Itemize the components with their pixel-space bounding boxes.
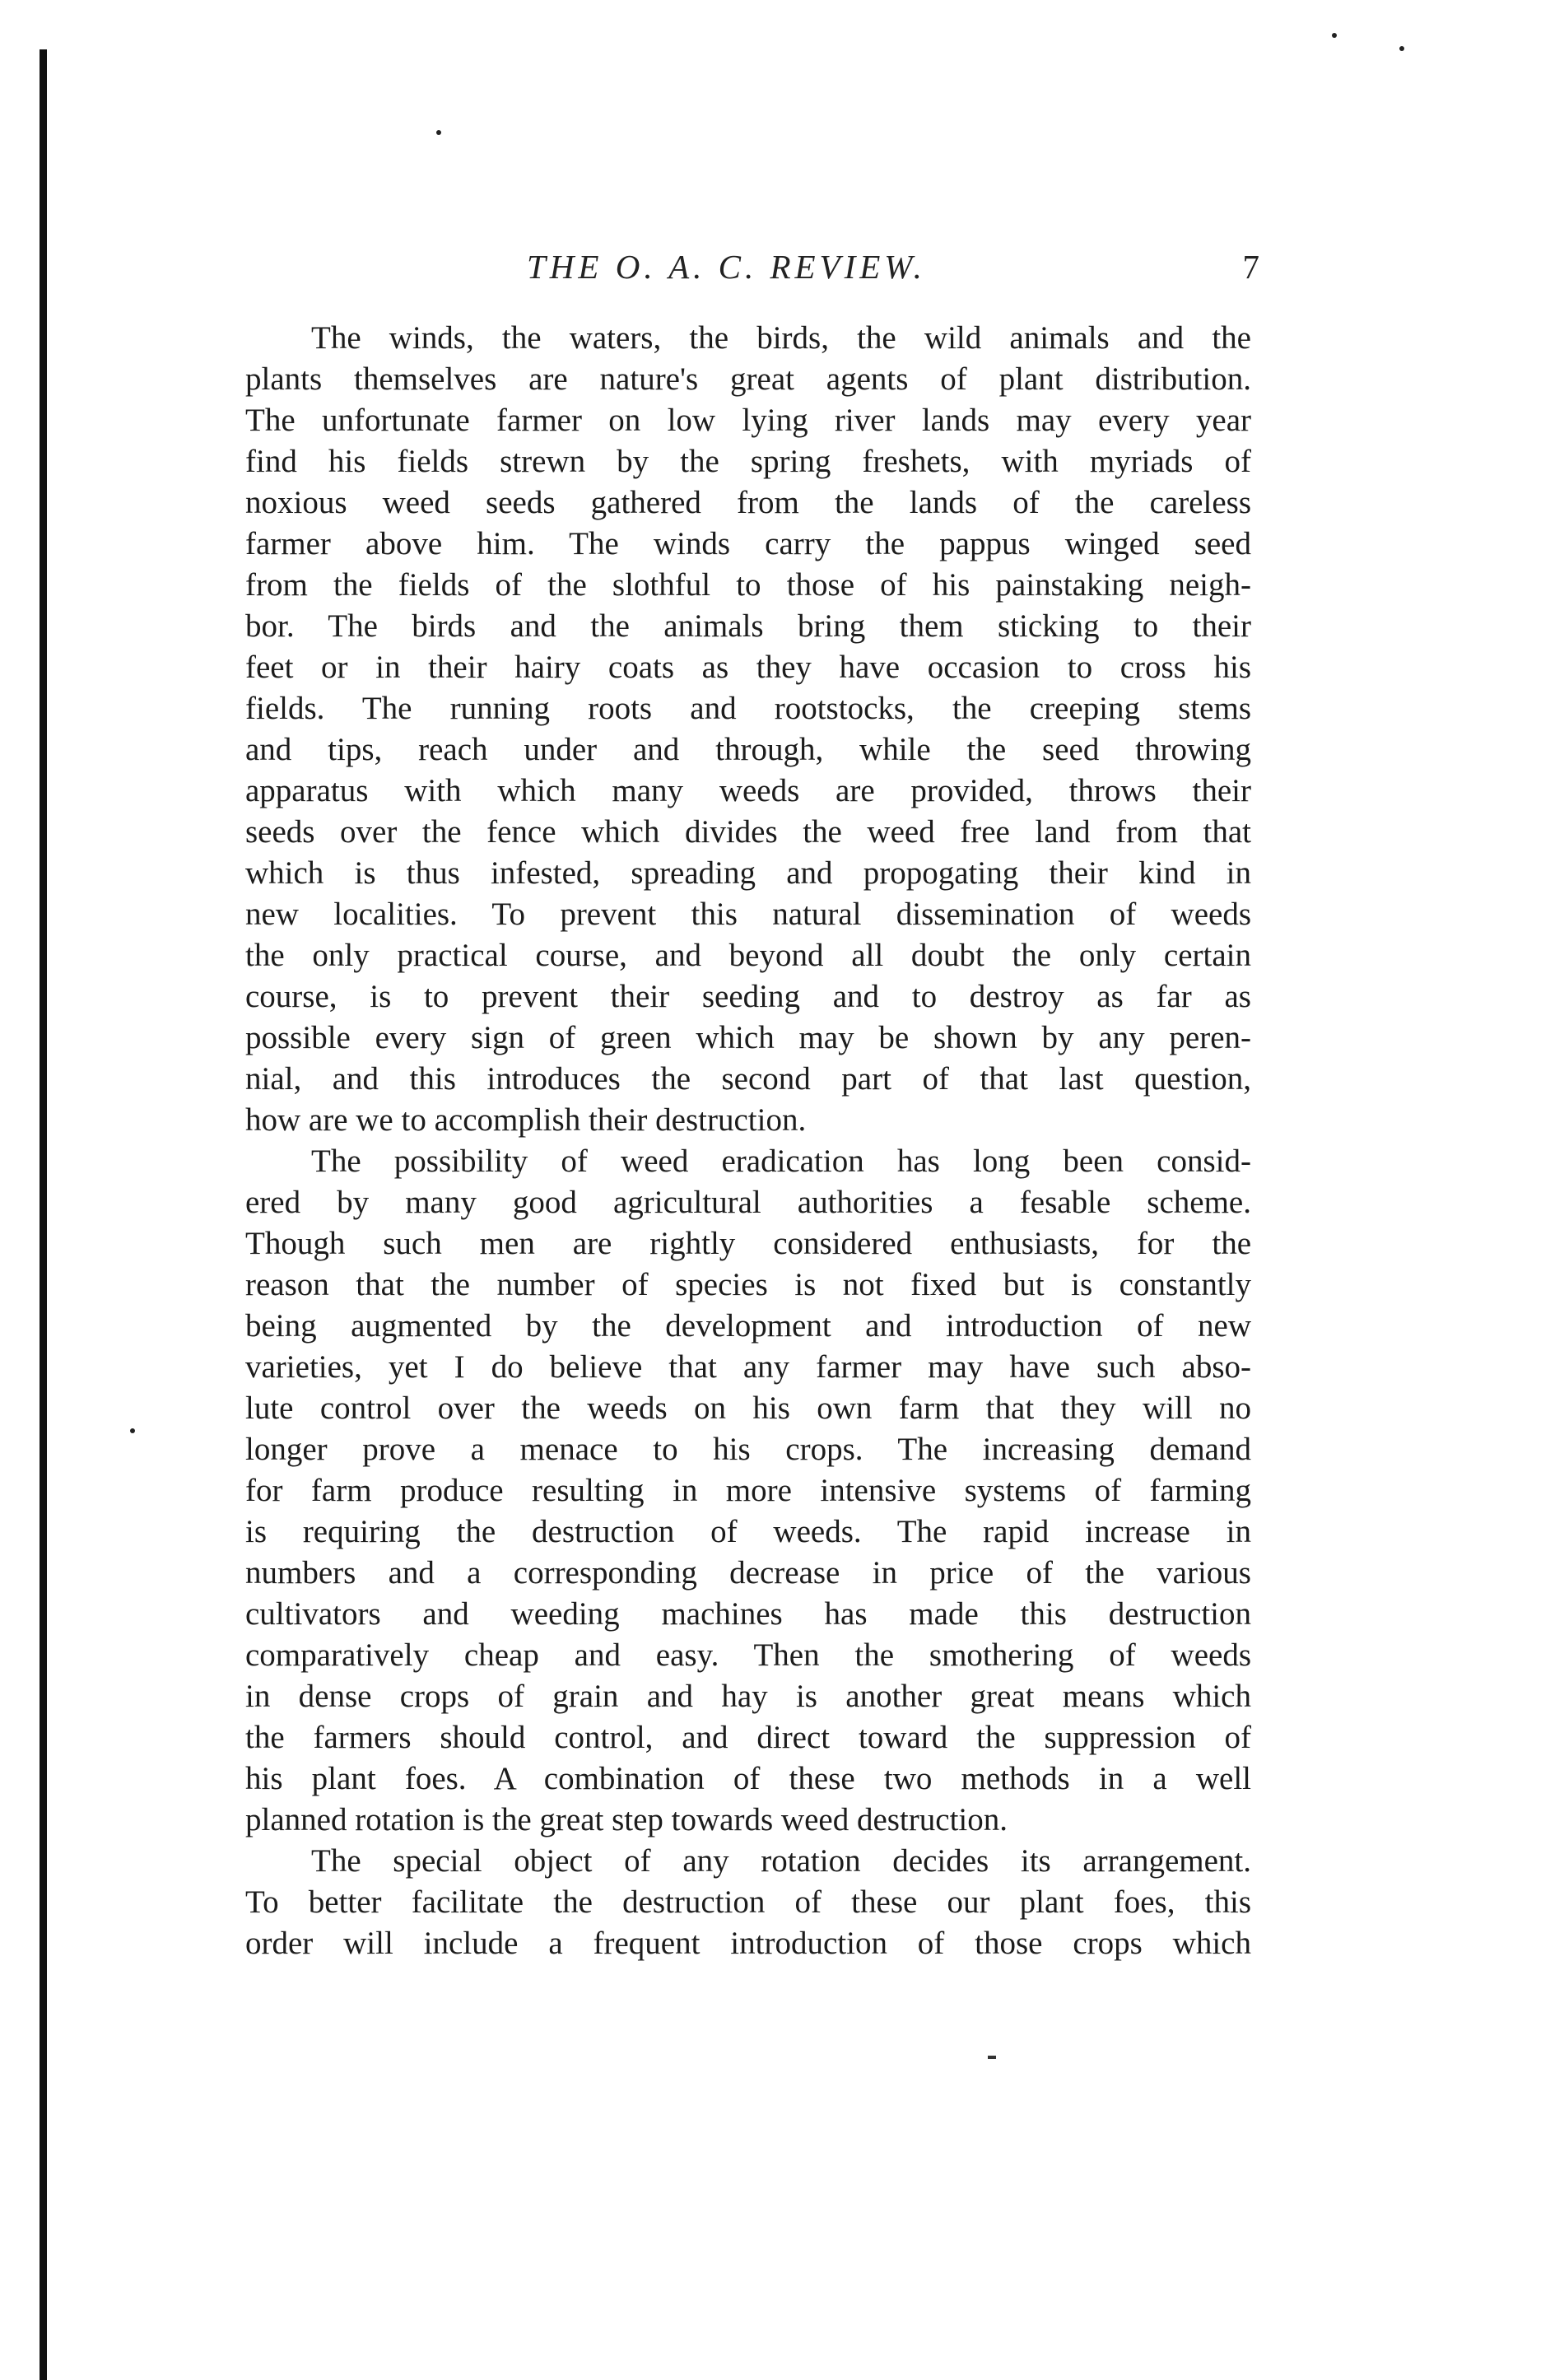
text-line: the farmers should control, and direct toward the suppression of xyxy=(245,1720,1251,1755)
text-line: course, is to prevent their seeding and to destroy as far as xyxy=(245,979,1251,1014)
scan-speck xyxy=(1399,46,1404,51)
text-line: from the fields of the slothful to those of his painstaking neigh- xyxy=(245,567,1251,603)
text-line: how are we to accomplish their destruction. xyxy=(245,1102,807,1138)
text-line: The unfortunate farmer on low lying river lands may every year xyxy=(245,403,1251,438)
scan-speck xyxy=(436,130,441,135)
paragraph-2 xyxy=(245,1141,1251,1841)
running-head xyxy=(247,247,1259,288)
text-line: lute control over the weeds on his own farm that they will no xyxy=(245,1390,1251,1426)
text-line: fields. The running roots and rootstocks, the creeping stems xyxy=(245,691,1251,726)
text-line: planned rotation is the great step towards weed destruction. xyxy=(245,1802,1008,1837)
article-body xyxy=(245,318,1251,1964)
text-line: nial, and this introduces the second part of that last question, xyxy=(245,1061,1251,1097)
text-line: The possibility of weed eradication has long been consid- xyxy=(311,1143,1251,1179)
text-line: possible every sign of green which may be shown by any peren- xyxy=(245,1020,1251,1055)
text-line: comparatively cheap and easy. Then the smothering of weeds xyxy=(245,1637,1251,1673)
text-line: numbers and a corresponding decrease in price of the various xyxy=(245,1555,1251,1591)
text-line: The special object of any rotation decides its arrangement. xyxy=(311,1843,1251,1879)
text-line: seeds over the fence which divides the weed free land from that xyxy=(245,814,1251,850)
text-line: farmer above him. The winds carry the pappus winged seed xyxy=(245,526,1251,561)
text-line: To better facilitate the destruction of these our plant foes, this xyxy=(245,1884,1251,1920)
text-line: noxious weed seeds gathered from the lands of the careless xyxy=(245,485,1251,520)
text-line: his plant foes. A combination of these two methods in a well xyxy=(245,1761,1251,1796)
text-line: ered by many good agricultural authorities a fesable scheme. xyxy=(245,1185,1251,1220)
text-line: longer prove a menace to his crops. The increasing demand xyxy=(245,1432,1251,1467)
paragraph-1 xyxy=(245,318,1251,1141)
text-line: feet or in their hairy coats as they have occasion to cross his xyxy=(245,650,1251,685)
scan-speck xyxy=(1332,33,1337,38)
paragraph-3 xyxy=(245,1841,1251,1964)
text-line: bor. The birds and the animals bring them sticking to their xyxy=(245,608,1251,644)
page-number: 7 xyxy=(1242,248,1259,286)
text-line: Though such men are rightly considered enthusiasts, for the xyxy=(245,1226,1251,1261)
text-line: The winds, the waters, the birds, the wild animals and the xyxy=(311,320,1251,356)
text-line: plants themselves are nature's great agents of plant distribution. xyxy=(245,361,1251,397)
text-line: find his fields strewn by the spring freshets, with myriads of xyxy=(245,444,1251,479)
text-line: the only practical course, and beyond all doubt the only certain xyxy=(245,938,1251,973)
text-line: which is thus infested, spreading and propogating their kind in xyxy=(245,855,1251,891)
text-line: order will include a frequent introduction of those crops which xyxy=(245,1926,1251,1961)
text-line: for farm produce resulting in more intensive systems of farming xyxy=(245,1473,1251,1508)
scan-binding-edge xyxy=(40,49,47,2380)
text-line: reason that the number of species is not fixed but is constantly xyxy=(245,1267,1251,1302)
text-line: is requiring the destruction of weeds. The rapid increase in xyxy=(245,1514,1251,1549)
text-line: being augmented by the development and introduction of new xyxy=(245,1308,1251,1344)
text-line: in dense crops of grain and hay is another great means which xyxy=(245,1679,1251,1714)
text-line: varieties, yet I do believe that any farmer may have such abso- xyxy=(245,1349,1251,1385)
text-line: and tips, reach under and through, while the seed throwing xyxy=(245,732,1251,767)
text-line: cultivators and weeding machines has made this destruction xyxy=(245,1596,1251,1632)
scan-speck xyxy=(130,1428,135,1433)
running-title: THE O. A. C. REVIEW. xyxy=(527,248,926,286)
text-line: new localities. To prevent this natural dissemination of weeds xyxy=(245,897,1251,932)
text-line: apparatus with which many weeds are provided, throws their xyxy=(245,773,1251,808)
scan-mark xyxy=(988,2056,996,2059)
